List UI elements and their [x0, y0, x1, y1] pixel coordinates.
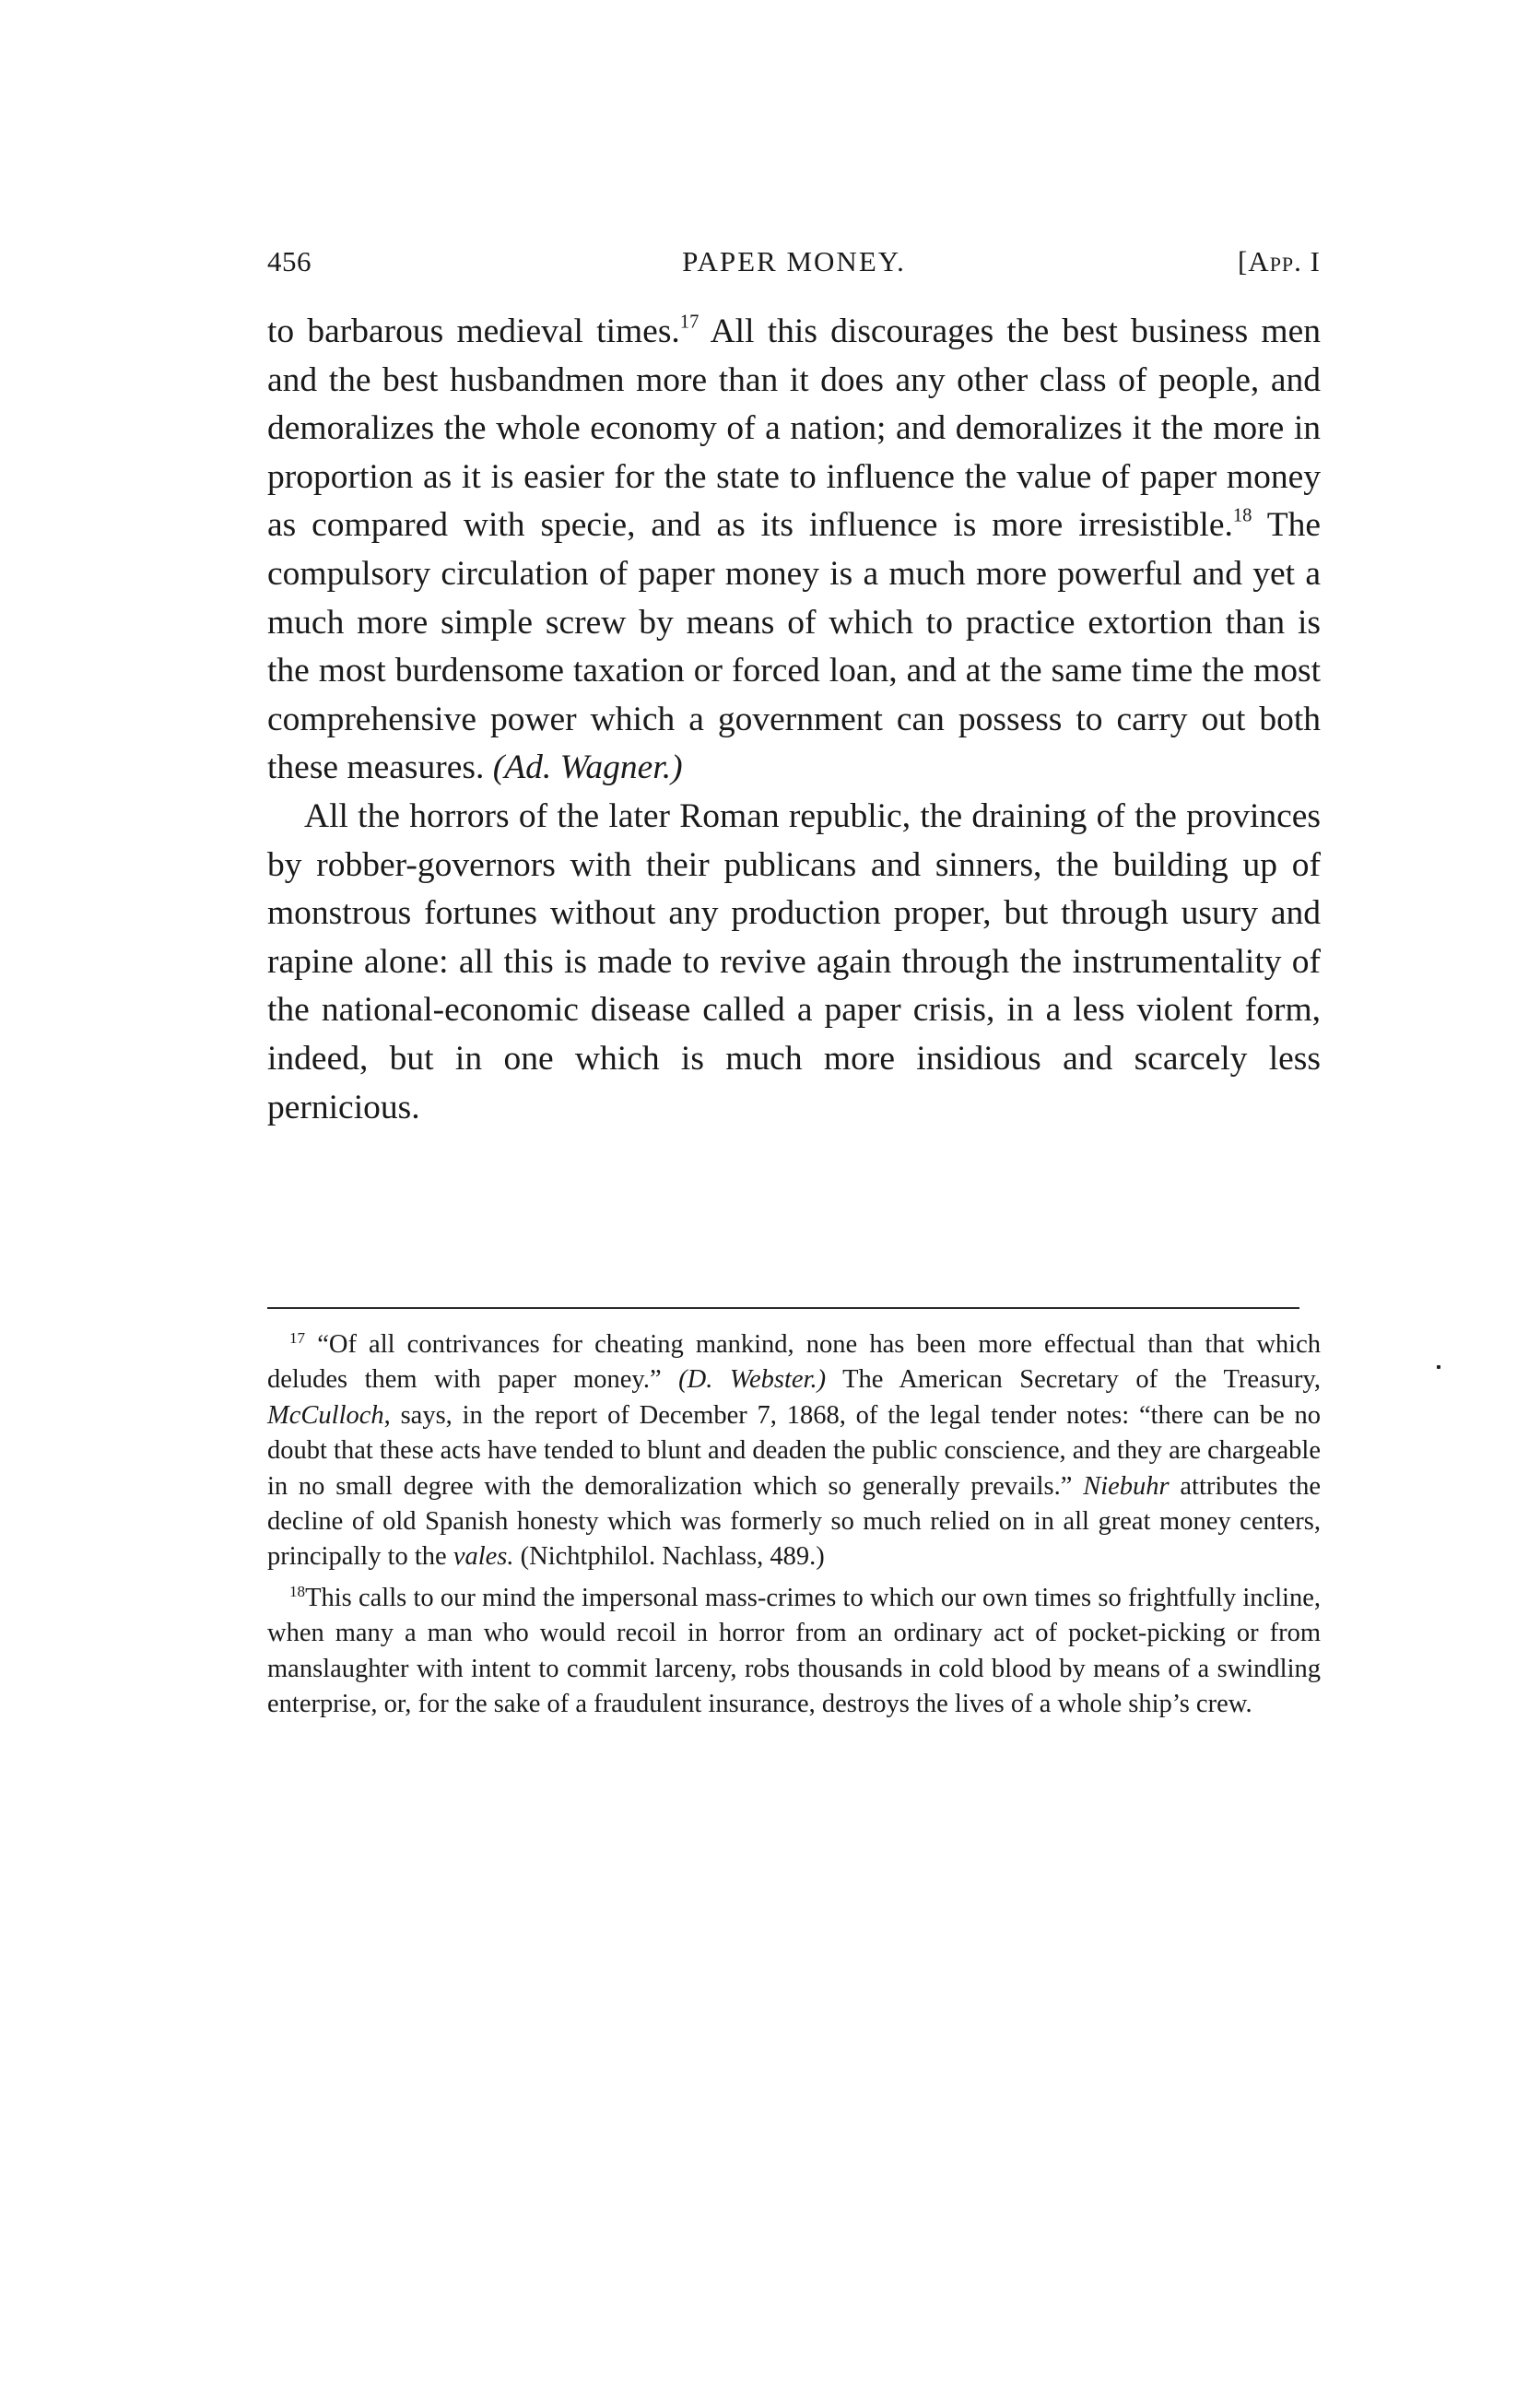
footnote-17-text-c: , says, in the report of December 7, 1868, of the legal tender notes: “there can be no doubt that these acts have tended to blunt and deaden the public conscience, and they are chargeable in no small degree with the demoralization which so generally prevails.”: [267, 1400, 1321, 1501]
citation-wagner: (Ad. Wagner.): [492, 749, 683, 787]
footnote-18: [267, 1581, 1321, 1723]
footnote-number: 17: [289, 1328, 306, 1347]
citation-mcculloch: McCulloch: [267, 1400, 384, 1430]
paragraph-1: [267, 308, 1321, 793]
footnote-17-text-a: “Of all contrivances for cheating mankind, none has been more effectual than that which deludes them with paper money.”: [267, 1330, 1321, 1395]
main-text: [267, 308, 1321, 1132]
footnote-17-text-e: (Nichtphilol. Nachlass, 489.): [513, 1542, 825, 1572]
scan-speck: [1437, 1365, 1440, 1369]
term-vales: vales.: [453, 1542, 514, 1572]
paragraph-1-text-c: The compulsory circulation of paper money is a much more powerful and yet a much more simple screw by means of which to practice extortion than is the most burdensome taxation or forced loan, and at the same time the most comprehensive power which a government can possess to carry out both these measures.: [267, 506, 1322, 787]
paragraph-2: All the horrors of the later Roman republic, the draining of the provinces by robber-governors with their publicans and sinners, the building up of monstrous fortunes without any production proper, but through usury and rapine alone: all this is made to revive again through the instrumentality of the national-economic disease called a paper crisis, in a less violent form, indeed, but in one which is much more insidious and scarcely less pernicious.: [267, 796, 1321, 1126]
footnote-number: 18: [289, 1582, 306, 1600]
footnote-divider: [267, 1307, 1299, 1309]
paragraph-1-text-b: All this discourages the best business men and the best husbandmen more than it does any other class of people, and demoralizes the whole economy of a nation; and demoralizes it the more in proportion as it is easier for the state to influence the value of paper money as compared with specie, and as its influence is more irresistible.: [267, 312, 1321, 545]
footnote-17: [267, 1327, 1321, 1575]
footnote-ref-17: 17: [679, 312, 699, 333]
section-label: [App. I: [1237, 245, 1321, 277]
running-head: [267, 242, 1321, 282]
citation-niebuhr: Niebuhr: [1083, 1471, 1170, 1501]
footnote-ref-18: 18: [1232, 505, 1252, 526]
footnote-18-text: This calls to our mind the impersonal mass-crimes to which our own times so frightfully incline, when many a man who would recoil in horror from an ordinary act of pocket-picking or from manslaughter with intent to commit larceny, robs thousands in cold blood by means of a swindling enterprise, or, for the sake of a fraudulent insurance, destroys the lives of a whole ship’s crew.: [267, 1583, 1321, 1719]
paragraph-1-text-a: to barbarous medieval times.: [267, 312, 680, 350]
running-title: PAPER MONEY.: [682, 245, 906, 277]
citation-webster: (D. Webster.): [678, 1365, 827, 1395]
footnote-17-text-d: attributes the decline of old Spanish honesty which was formerly so much relied on in all great money centers, principally to the: [267, 1471, 1322, 1572]
footnote-17-text-b: The American Secretary of the Treasury,: [826, 1365, 1321, 1395]
footnotes: [267, 1327, 1321, 1727]
page-number: 456: [267, 245, 312, 277]
